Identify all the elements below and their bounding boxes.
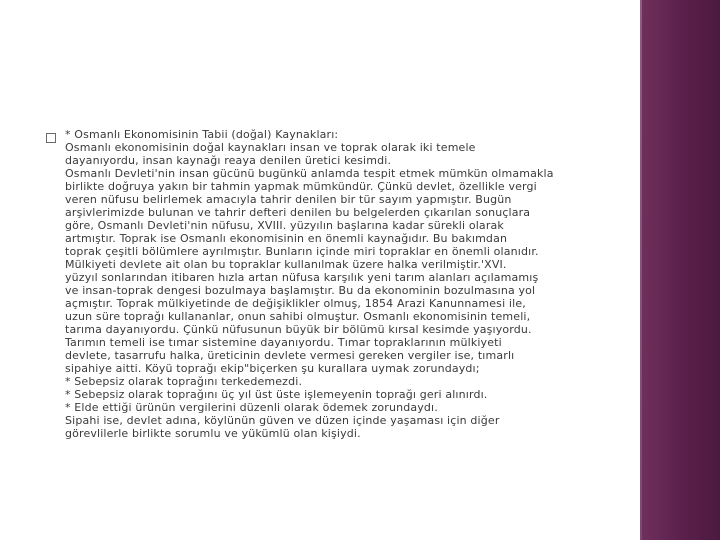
text-line: * Osmanlı Ekonomisinin Tabii (doğal) Kaynakları: (65, 128, 339, 141)
text-line: ve insan-toprak dengesi bozulmaya başlamıştır. Bu da ekonominin bozulmasına yol (65, 284, 536, 297)
text-line: açmıştır. Toprak mülkiyetinde de değişiklikler olmuş, 1854 Arazi Kanunnamesi ile, (65, 297, 526, 310)
text-line: veren nüfusu belirlemek amacıyla tahrir denilen bir tür sayım yapmıştır. Bugün (65, 193, 512, 206)
text-line: birlikte doğruya yakın bir tahmin yapmak mümkündür. Çünkü devlet, özellikle vergi (65, 180, 537, 193)
text-line: dayanıyordu, insan kaynağı reaya denilen üretici kesimdi. (65, 154, 392, 167)
text-line: * Sebepsiz olarak toprağını terkedemezdi. (65, 375, 303, 388)
text-line: devlete, tasarrufu halka, üreticinin devlete vermesi gereken vergiler ise, tımarlı (65, 349, 515, 362)
square-bullet-icon (46, 133, 56, 143)
text-line: uzun süre toprağı kullananlar, onun sahibi olmuştur. Osmanlı ekonomisinin temeli, (65, 310, 531, 323)
text-line: * Elde ettiği ürünün vergilerini düzenli olarak ödemek zorundaydı. (65, 401, 438, 414)
text-line: * Sebepsiz olarak toprağını üç yıl üst üste işlemeyenin toprağı geri alınırdı. (65, 388, 488, 401)
text-line: göre, Osmanlı Devleti'nin nüfusu, XVIII. yüzyılın başlarına kadar sürekli olarak (65, 219, 504, 232)
text-line: toprak çeşitli bölümlere ayrılmıştır. Bunların içinde miri topraklar en önemli olanıdır. (65, 245, 539, 258)
text-line: yüzyıl sonlarından itibaren hızla artan nüfusa karşılık yeni tarım alanları açılamamış (65, 271, 539, 284)
text-line: tarıma dayanıyordu. Çünkü nüfusunun büyük bir bölümü kırsal kesimde yaşıyordu. (65, 323, 532, 336)
text-line: Osmanlı ekonomisinin doğal kaynakları insan ve toprak olarak iki temele (65, 141, 476, 154)
text-line: Sipahi ise, devlet adına, köylünün güven ve düzen içinde yaşaması için diğer (65, 414, 500, 427)
text-line: artmıştır. Toprak ise Osmanlı ekonomisinin en önemli kaynağıdır. Bu bakımdan (65, 232, 508, 245)
text-line: görevlilerle birlikte sorumlu ve yükümlü olan kişiydi. (65, 427, 361, 440)
text-line: arşivlerimizde bulunan ve tahrir defteri denilen bu belgelerden çıkarılan sonuçlara (65, 206, 531, 219)
text-line: Tarımın temeli ise tımar sistemine dayanıyordu. Tımar topraklarının mülkiyeti (65, 336, 502, 349)
text-line: Osmanlı Devleti'nin insan gücünü bugünkü anlamda tespit etmek mümkün olmamakla (65, 167, 554, 180)
slide-body-text (65, 128, 613, 440)
text-line: Mülkiyeti devlete ait olan bu topraklar kullanılmak üzere halka verilmiştir.'XVI. (65, 258, 507, 271)
decorative-side-band (642, 0, 720, 540)
text-line: sipahiye aitti. Köyü toprağı ekip"biçerken şu kurallara uymak zorundaydı; (65, 362, 480, 375)
